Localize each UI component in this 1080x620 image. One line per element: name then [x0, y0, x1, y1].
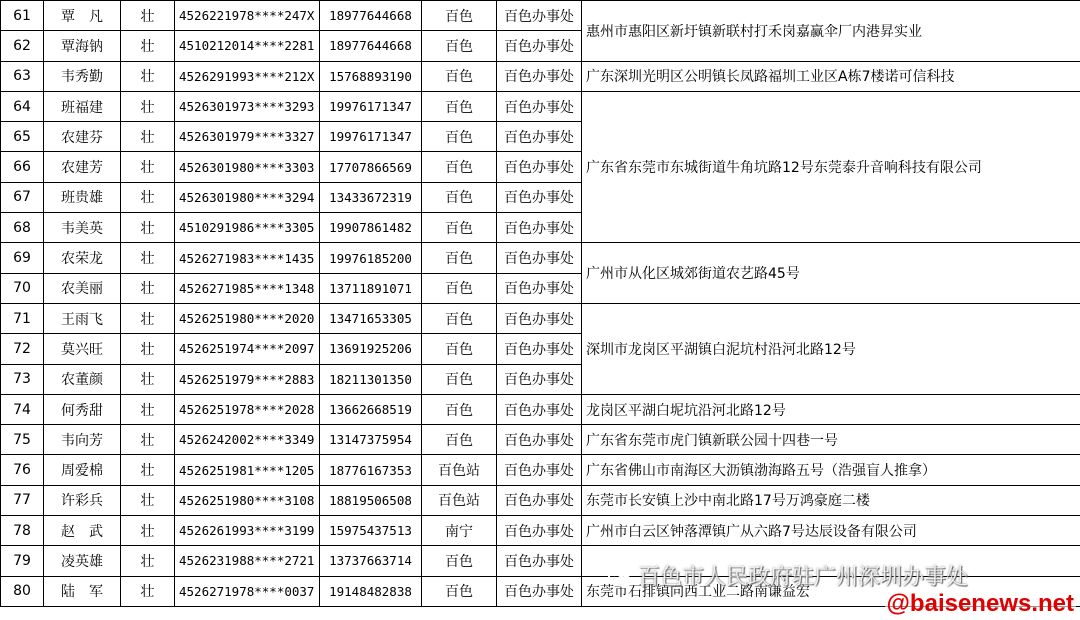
office-name: 百色办事处	[497, 61, 582, 91]
phone-number: 18776167353	[320, 455, 422, 485]
site-watermark: @baisenews.net	[886, 590, 1074, 617]
id-number: 4526301980****3303	[175, 152, 320, 182]
phone-number: 13711891071	[320, 273, 422, 303]
row-number: 64	[1, 91, 44, 121]
id-number: 4526251974****2097	[175, 334, 320, 364]
person-name: 覃海钠	[44, 31, 121, 61]
ethnicity: 壮	[121, 516, 175, 546]
ethnicity: 壮	[121, 455, 175, 485]
office-name: 百色办事处	[497, 485, 582, 515]
ethnicity: 壮	[121, 576, 175, 606]
row-number: 73	[1, 364, 44, 394]
origin-place: 百色	[422, 364, 497, 394]
ethnicity: 壮	[121, 182, 175, 212]
person-name: 韦向芳	[44, 425, 121, 455]
phone-number: 17707866569	[320, 152, 422, 182]
row-number: 65	[1, 122, 44, 152]
office-name: 百色办事处	[497, 152, 582, 182]
office-name: 百色办事处	[497, 1, 582, 31]
row-number: 78	[1, 516, 44, 546]
origin-place: 百色	[422, 31, 497, 61]
person-name: 农董颜	[44, 364, 121, 394]
person-name: 莫兴旺	[44, 334, 121, 364]
origin-place: 百色	[422, 122, 497, 152]
id-number: 4526251979****2883	[175, 364, 320, 394]
id-number: 4526251980****3108	[175, 485, 320, 515]
phone-number: 18977644668	[320, 1, 422, 31]
work-address: 广东省东莞市东城街道牛角坑路12号东莞泰升音响科技有限公司	[582, 91, 1080, 242]
row-number: 77	[1, 485, 44, 515]
office-name: 百色办事处	[497, 546, 582, 576]
table-row	[1, 1, 1080, 31]
office-name: 百色办事处	[497, 576, 582, 606]
ethnicity: 壮	[121, 243, 175, 273]
ethnicity: 壮	[121, 152, 175, 182]
work-address: 惠州市惠阳区新圩镇新联村打禾岗嘉赢伞厂内港昇实业	[582, 1, 1080, 62]
row-number: 62	[1, 31, 44, 61]
row-number: 67	[1, 182, 44, 212]
row-number: 61	[1, 1, 44, 31]
table-row	[1, 303, 1080, 333]
person-name: 韦美英	[44, 213, 121, 243]
id-number: 4526251981****1205	[175, 455, 320, 485]
id-number: 4526221978****247X	[175, 1, 320, 31]
wechat-icon	[608, 566, 632, 590]
work-address: 广东省东莞市虎门镇新联公园十四巷一号	[582, 425, 1080, 455]
id-number: 4510291986****3305	[175, 213, 320, 243]
ethnicity: 壮	[121, 61, 175, 91]
id-number: 4526251980****2020	[175, 303, 320, 333]
person-name: 何秀甜	[44, 394, 121, 424]
phone-number: 15768893190	[320, 61, 422, 91]
office-name: 百色办事处	[497, 273, 582, 303]
origin-place: 南宁	[422, 516, 497, 546]
id-number: 4526271983****1435	[175, 243, 320, 273]
row-number: 75	[1, 425, 44, 455]
phone-number: 18819506508	[320, 485, 422, 515]
ethnicity: 壮	[121, 334, 175, 364]
table-row	[1, 485, 1080, 515]
origin-place: 百色站	[422, 485, 497, 515]
office-name: 百色办事处	[497, 182, 582, 212]
table-row	[1, 61, 1080, 91]
person-name: 陆 军	[44, 576, 121, 606]
office-name: 百色办事处	[497, 334, 582, 364]
origin-place: 百色	[422, 546, 497, 576]
id-number: 4526242002****3349	[175, 425, 320, 455]
person-name: 周爱棉	[44, 455, 121, 485]
work-address: 龙岗区平湖白坭坑沿河北路12号	[582, 394, 1080, 424]
work-address: 东莞市石排镇向西工业二路南谦益宏	[582, 576, 1080, 606]
id-number: 4526271978****0037	[175, 576, 320, 606]
ethnicity: 壮	[121, 122, 175, 152]
person-name: 覃 凡	[44, 1, 121, 31]
phone-number: 13737663714	[320, 546, 422, 576]
person-name: 班福建	[44, 91, 121, 121]
person-name: 农荣龙	[44, 243, 121, 273]
office-name: 百色办事处	[497, 243, 582, 273]
phone-number: 15975437513	[320, 516, 422, 546]
origin-place: 百色	[422, 61, 497, 91]
row-number: 68	[1, 213, 44, 243]
person-name: 韦秀勤	[44, 61, 121, 91]
table-row	[1, 516, 1080, 546]
table-row	[1, 91, 1080, 121]
phone-number: 13433672319	[320, 182, 422, 212]
phone-number: 18977644668	[320, 31, 422, 61]
phone-number: 19976171347	[320, 122, 422, 152]
table-row	[1, 394, 1080, 424]
row-number: 71	[1, 303, 44, 333]
id-number: 4526291993****212X	[175, 61, 320, 91]
id-number: 4510212014****2281	[175, 31, 320, 61]
origin-place: 百色	[422, 394, 497, 424]
id-number: 4526301973****3293	[175, 91, 320, 121]
origin-place: 百色站	[422, 455, 497, 485]
work-address: 广州市白云区钟落潭镇广从六路7号达辰设备有限公司	[582, 516, 1080, 546]
ethnicity: 壮	[121, 303, 175, 333]
phone-number: 19148482838	[320, 576, 422, 606]
account-watermark	[608, 560, 1048, 590]
origin-place: 百色	[422, 213, 497, 243]
id-number: 4526301979****3327	[175, 122, 320, 152]
id-number: 4526251978****2028	[175, 394, 320, 424]
ethnicity: 壮	[121, 31, 175, 61]
phone-number: 19907861482	[320, 213, 422, 243]
office-name: 百色办事处	[497, 213, 582, 243]
work-address: 广东省佛山市南海区大沥镇渤海路五号（浩强盲人推拿）	[582, 455, 1080, 485]
row-number: 76	[1, 455, 44, 485]
watermark-text: 百色市人民政府驻广州深圳办事处	[638, 565, 969, 590]
office-name: 百色办事处	[497, 303, 582, 333]
ethnicity: 壮	[121, 91, 175, 121]
table-row	[1, 455, 1080, 485]
office-name: 百色办事处	[497, 455, 582, 485]
phone-number: 13471653305	[320, 303, 422, 333]
work-address: 东莞市长安镇上沙中南北路17号万鸿豪庭二楼	[582, 485, 1080, 515]
person-name: 凌英雄	[44, 546, 121, 576]
origin-place: 百色	[422, 273, 497, 303]
row-number: 74	[1, 394, 44, 424]
phone-number: 13147375954	[320, 425, 422, 455]
id-number: 4526231988****2721	[175, 546, 320, 576]
ethnicity: 壮	[121, 394, 175, 424]
ethnicity: 壮	[121, 1, 175, 31]
person-name: 赵 武	[44, 516, 121, 546]
office-name: 百色办事处	[497, 516, 582, 546]
row-number: 69	[1, 243, 44, 273]
row-number: 72	[1, 334, 44, 364]
origin-place: 百色	[422, 576, 497, 606]
phone-number: 13691925206	[320, 334, 422, 364]
id-number: 4526271985****1348	[175, 273, 320, 303]
table-row	[1, 243, 1080, 273]
phone-number: 19976185200	[320, 243, 422, 273]
office-name: 百色办事处	[497, 122, 582, 152]
phone-number: 19976171347	[320, 91, 422, 121]
person-name: 农美丽	[44, 273, 121, 303]
origin-place: 百色	[422, 243, 497, 273]
row-number: 66	[1, 152, 44, 182]
ethnicity: 壮	[121, 213, 175, 243]
origin-place: 百色	[422, 1, 497, 31]
ethnicity: 壮	[121, 364, 175, 394]
ethnicity: 壮	[121, 485, 175, 515]
table-row	[1, 425, 1080, 455]
origin-place: 百色	[422, 425, 497, 455]
work-address: 深圳市龙岗区平湖镇白泥坑村沿河北路12号	[582, 303, 1080, 394]
work-address: 广东深圳光明区公明镇长凤路福圳工业区A栋7楼诺可信科技	[582, 61, 1080, 91]
row-number: 80	[1, 576, 44, 606]
person-name: 班贵雄	[44, 182, 121, 212]
person-name: 农建芳	[44, 152, 121, 182]
id-number: 4526261993****3199	[175, 516, 320, 546]
origin-place: 百色	[422, 303, 497, 333]
id-number: 4526301980****3294	[175, 182, 320, 212]
office-name: 百色办事处	[497, 425, 582, 455]
origin-place: 百色	[422, 334, 497, 364]
row-number: 70	[1, 273, 44, 303]
row-number: 79	[1, 546, 44, 576]
phone-number: 18211301350	[320, 364, 422, 394]
office-name: 百色办事处	[497, 394, 582, 424]
office-name: 百色办事处	[497, 91, 582, 121]
origin-place: 百色	[422, 182, 497, 212]
origin-place: 百色	[422, 152, 497, 182]
row-number: 63	[1, 61, 44, 91]
ethnicity: 壮	[121, 425, 175, 455]
person-name: 许彩兵	[44, 485, 121, 515]
person-name: 农建芬	[44, 122, 121, 152]
ethnicity: 壮	[121, 546, 175, 576]
origin-place: 百色	[422, 91, 497, 121]
office-name: 百色办事处	[497, 31, 582, 61]
office-name: 百色办事处	[497, 364, 582, 394]
person-name: 王雨飞	[44, 303, 121, 333]
ethnicity: 壮	[121, 273, 175, 303]
phone-number: 13662668519	[320, 394, 422, 424]
work-address: 广州市从化区城郊街道农艺路45号	[582, 243, 1080, 304]
